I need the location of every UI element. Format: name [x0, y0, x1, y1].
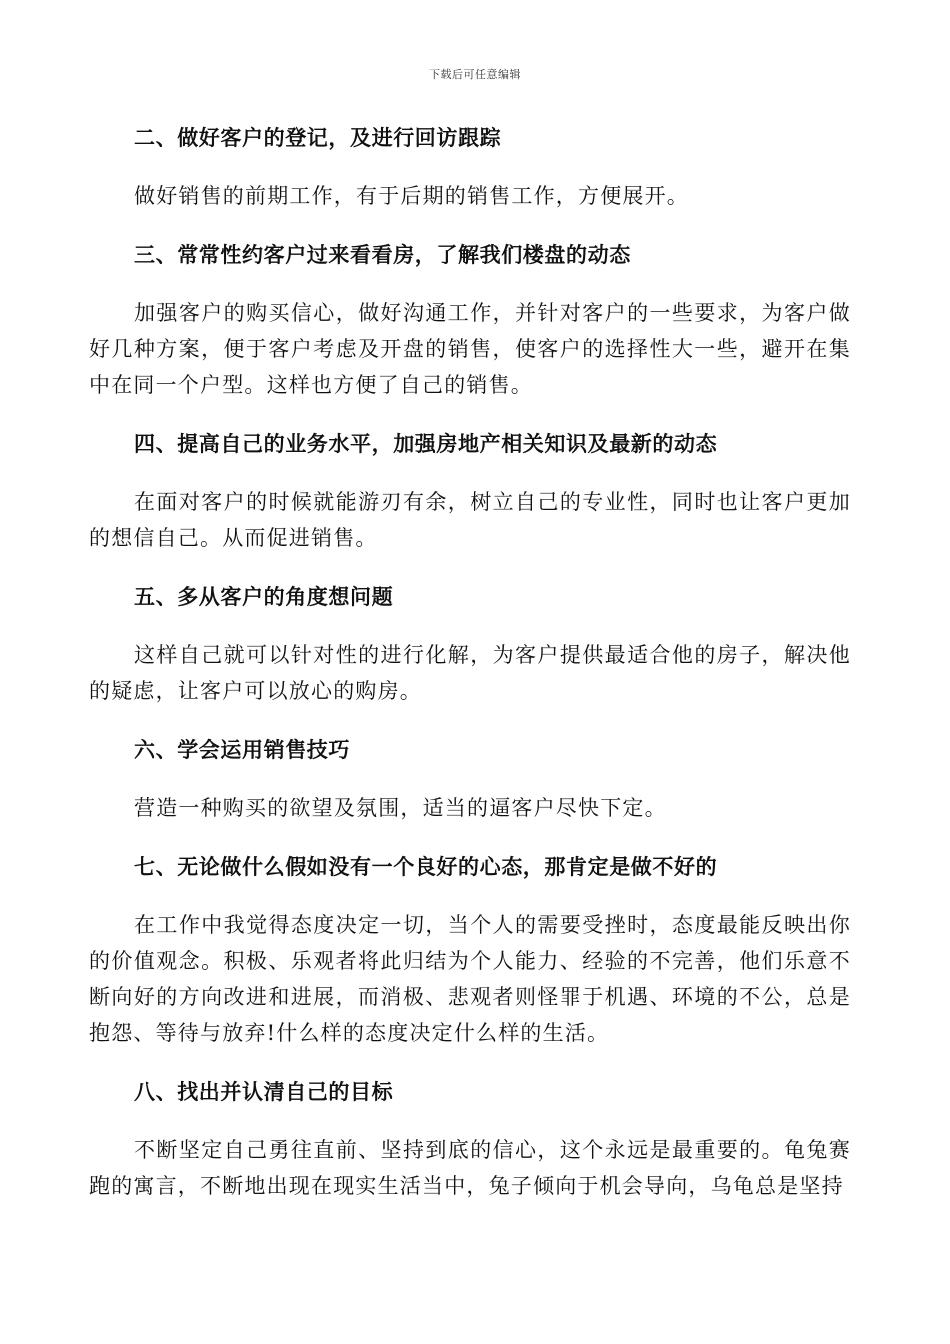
section-heading: 七、无论做什么假如没有一个良好的心态，那肯定是做不好的: [134, 855, 718, 879]
section: [89, 236, 851, 403]
section: [89, 425, 851, 556]
section-paragraph: 营造一种购买的欲望及氛围，适当的逼客户尽快下定。: [134, 796, 667, 820]
section-heading: 四、提高自己的业务水平，加强房地产相关知识及最新的动态: [134, 432, 718, 456]
section-heading: 八、找出并认清自己的目标: [134, 1080, 394, 1104]
section: [89, 119, 851, 214]
section-paragraph: 不断坚定自己勇往直前、坚持到底的信心，这个永远是最重要的。龟兔赛跑的寓言，不断地出现在现实生活当中，兔子倾向于机会导向，乌龟总是坚持: [89, 1138, 851, 1198]
section-paragraph: 做好销售的前期工作，有于后期的销售工作，方便展开。: [134, 184, 689, 208]
header-note: 下载后可任意编辑: [429, 68, 521, 81]
section-heading: 二、做好客户的登记，及进行回访跟踪: [134, 126, 502, 150]
section-paragraph: 这样自己就可以针对性的进行化解，为客户提供最适合他的房子，解决他的疑虑，让客户可以放心的购房。: [89, 643, 851, 703]
section-paragraph: 加强客户的购买信心，做好沟通工作，并针对客户的一些要求，为客户做好几种方案，便于客户考虑及开盘的销售，使客户的选择性大一些，避开在集中在同一个户型。这样也方便了自己的销售。: [89, 301, 851, 397]
section: [89, 1073, 851, 1204]
section: [89, 731, 851, 826]
section-paragraph: 在面对客户的时候就能游刃有余，树立自己的专业性，同时也让客户更加的想信自己。从而促进销售。: [89, 490, 851, 550]
section: [89, 848, 851, 1051]
section: [89, 578, 851, 709]
section-paragraph: 在工作中我觉得态度决定一切，当个人的需要受挫时，态度最能反映出你的价值观念。积极、乐观者将此归结为个人能力、经验的不完善，他们乐意不断向好的方向改进和进展，而消极、悲观者则怪罪于机遇、环境的不公，总是抱怨、等待与放弃!什么样的态度决定什么样的生活。: [89, 913, 851, 1045]
section-heading: 六、学会运用销售技巧: [134, 738, 350, 762]
section-heading: 三、常常性约客户过来看看房，了解我们楼盘的动态: [134, 243, 631, 267]
section-heading: 五、多从客户的角度想问题: [134, 585, 394, 609]
document-body: [89, 119, 851, 1204]
